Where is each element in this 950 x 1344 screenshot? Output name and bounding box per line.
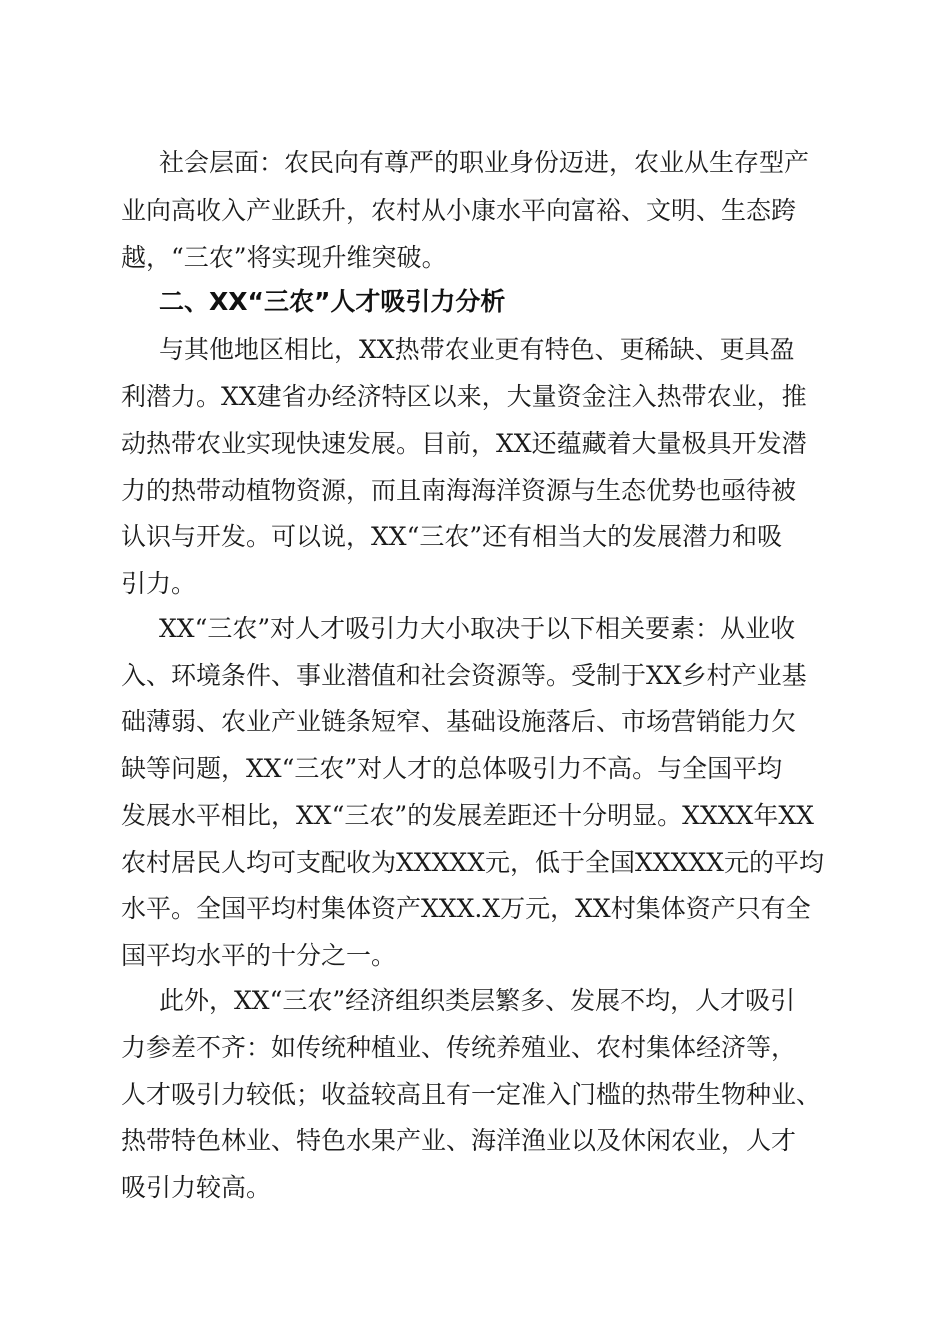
paragraph-3-line-1: XX“三农”对人才吸引力大小取决于以下相关要素：从业收 <box>159 614 796 643</box>
paragraph-4-line-1: 此外，XX“三农”经济组织类层繁多、发展不均，人才吸引 <box>159 986 796 1015</box>
paragraph-2-line-6: 引力。 <box>121 569 197 598</box>
paragraph-1-line-3: 越，“三农”将实现升维突破。 <box>121 243 447 272</box>
paragraph-2-line-2: 利潜力。XX建省办经济特区以来，大量资金注入热带农业，推 <box>121 382 807 411</box>
paragraph-1-line-2: 业向高收入产业跃升，农村从小康水平向富裕、文明、生态跨 <box>121 196 797 225</box>
paragraph-4-line-4: 热带特色林业、特色水果产业、海洋渔业以及休闲农业，人才 <box>121 1126 797 1155</box>
paragraph-2-line-1: 与其他地区相比，XX热带农业更有特色、更稀缺、更具盈 <box>159 335 795 364</box>
paragraph-3-line-7: 水平。全国平均村集体资产XXX.X万元，XX村集体资产只有全 <box>121 894 811 923</box>
section-heading: 二、XX“三农”人才吸引力分析 <box>159 287 506 316</box>
paragraph-3-line-2: 入、环境条件、事业潜值和社会资源等。受制于XX乡村产业基 <box>121 661 807 690</box>
paragraph-3-line-3: 础薄弱、农业产业链条短窄、基础设施落后、市场营销能力欠 <box>121 707 797 736</box>
paragraph-3-line-8: 国平均水平的十分之一。 <box>121 941 397 970</box>
paragraph-2-line-5: 认识与开发。可以说，XX“三农”还有相当大的发展潜力和吸 <box>121 522 783 551</box>
paragraph-4-line-5: 吸引力较高。 <box>121 1173 272 1202</box>
paragraph-4-line-2: 力参差不齐：如传统种植业、传统养殖业、农村集体经济等， <box>121 1033 797 1062</box>
paragraph-3-line-6: 农村居民人均可支配收为XXXXX元，低于全国XXXXX元的平均 <box>121 848 824 877</box>
paragraph-1-line-1: 社会层面：农民向有尊严的职业身份迈进，农业从生存型产 <box>159 148 810 177</box>
paragraph-3-line-4: 缺等问题，XX“三农”对人才的总体吸引力不高。与全国平均 <box>121 754 783 783</box>
paragraph-4-line-3: 人才吸引力较低；收益较高且有一定准入门槛的热带生物种业、 <box>121 1080 822 1109</box>
paragraph-2-line-4: 力的热带动植物资源，而且南海海洋资源与生态优势也亟待被 <box>121 476 797 505</box>
paragraph-2-line-3: 动热带农业实现快速发展。目前，XX还蕴藏着大量极具开发潜 <box>121 429 807 458</box>
paragraph-3-line-5: 发展水平相比，XX“三农”的发展差距还十分明显。XXXX年XX <box>121 801 814 830</box>
